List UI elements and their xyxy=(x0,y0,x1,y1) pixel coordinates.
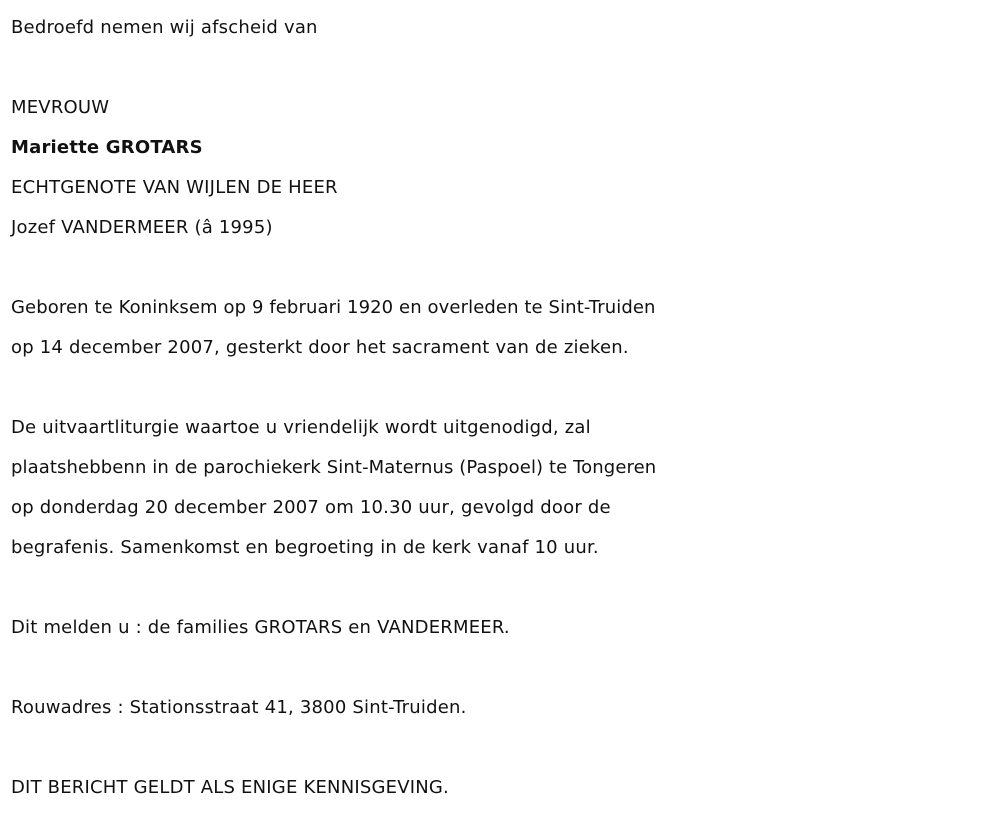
spacer xyxy=(11,728,991,768)
spouse-name: Jozef VANDERMEER (â 1995) xyxy=(11,217,273,238)
address-text: Rouwadres : Stationsstraat 41, 3800 Sint-Truiden. xyxy=(11,697,467,718)
closing-text: DIT BERICHT GELDT ALS ENIGE KENNISGEVING. xyxy=(11,777,449,798)
funeral-line: begrafenis. Samenkomst en begroeting in de kerk vanaf 10 uur. xyxy=(11,537,599,558)
funeral-line: plaatshebbenn in de parochiekerk Sint-Maternus (Paspoel) te Tongeren xyxy=(11,457,657,478)
intro-text: Bedroefd nemen wij afscheid van xyxy=(11,17,318,38)
birth-death-line: op 14 december 2007, gesterkt door het sacrament van de zieken. xyxy=(11,337,629,358)
funeral-line: De uitvaartliturgie waartoe u vriendelijk wordt uitgenodigd, zal xyxy=(11,417,591,438)
spacer xyxy=(11,368,991,408)
deceased-name: Mariette GROTARS xyxy=(11,137,203,158)
spacer xyxy=(11,248,991,288)
families-text: Dit melden u : de families GROTARS en VANDERMEER. xyxy=(11,617,510,638)
title-text: MEVROUW xyxy=(11,97,110,118)
spacer xyxy=(11,48,991,88)
death-notice xyxy=(11,8,991,808)
birth-death-line: Geboren te Koninksem op 9 februari 1920 en overleden te Sint-Truiden xyxy=(11,297,656,318)
spouse-label: ECHTGENOTE VAN WIJLEN DE HEER xyxy=(11,177,338,198)
spacer xyxy=(11,648,991,688)
funeral-line: op donderdag 20 december 2007 om 10.30 uur, gevolgd door de xyxy=(11,497,611,518)
spacer xyxy=(11,568,991,608)
